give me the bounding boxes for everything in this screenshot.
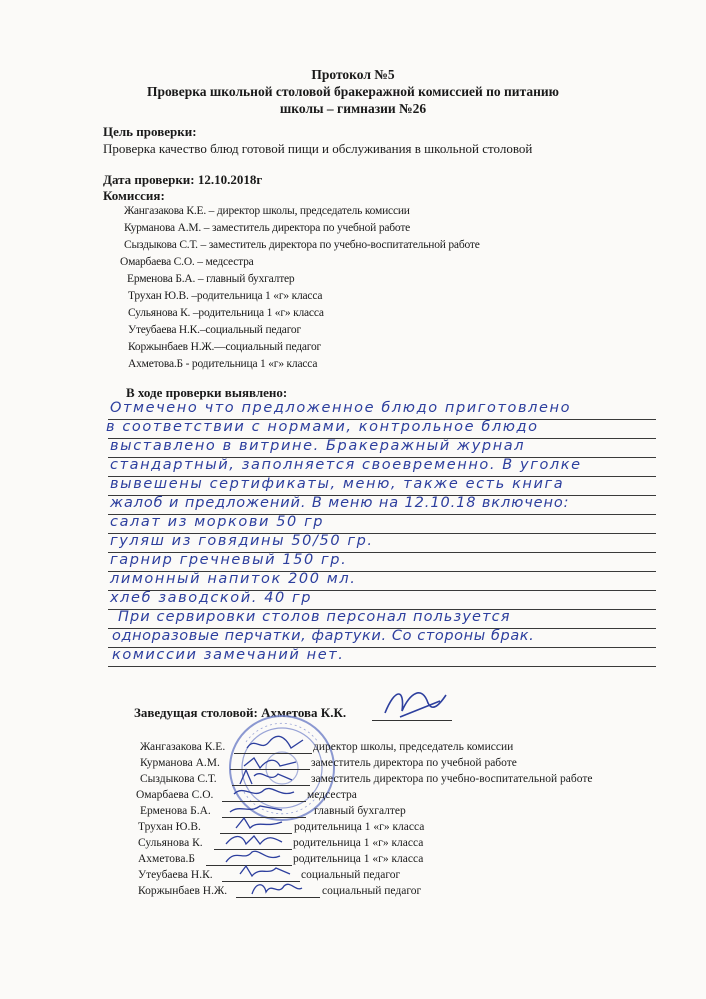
document-subtitle-school: школы – гимназии №26 (279, 101, 427, 116)
document-title: Протокол №5 (311, 67, 395, 82)
commission-member: Ерменова Б.А. – главный бухгалтер (127, 273, 295, 285)
signature-member-role: директор школы, председатель комиссии (313, 741, 514, 753)
signature-member-name: Сыздыкова С.Т. (140, 773, 217, 785)
commission-member: Коржынбаев Н.Ж.—социальный педагог (128, 341, 322, 353)
signature-scribble-icon (248, 878, 304, 900)
handwritten-line: жалоб и предложений. В меню на 12.10.18 включено: (110, 495, 570, 511)
signature-member-role: родительница 1 «г» класса (293, 853, 424, 865)
signature-member-name: Ахметова.Б (138, 853, 195, 865)
commission-member: Сульянова К. –родительница 1 «г» класса (128, 307, 324, 319)
commission-member: Ахметова.Б - родительница 1 «г» класса (128, 358, 318, 370)
handwritten-line: лимонный напиток 200 мл. (110, 571, 357, 587)
handwritten-line: вывешены сертификаты, меню, также есть книга (110, 476, 565, 492)
commission-member: Утеубаева Н.К.–социальный педагог (128, 324, 301, 336)
goal-label: Цель проверки: (103, 124, 197, 139)
head-signature-icon (380, 683, 450, 723)
handwritten-line: комиссии замечаний нет. (112, 647, 345, 663)
signature-member-name: Ерменова Б.А. (140, 805, 211, 817)
handwritten-line: в соответствии с нормами, контрольное блюдо (106, 419, 539, 435)
handwritten-line: одноразовые перчатки, фартуки. Со стороны брак. (112, 628, 535, 644)
handwritten-line: выставлено в витрине. Бракеражный журнал (110, 438, 526, 454)
handwritten-line: хлеб заводской. 40 гр (110, 590, 313, 606)
handwritten-line: салат из моркови 50 гр (110, 514, 325, 530)
signature-scribble-icon (245, 734, 305, 754)
signature-member-name: Утеубаева Н.К. (138, 869, 213, 881)
findings-label: В ходе проверки выявлено: (126, 385, 288, 400)
signature-member-role: заместитель директора по учебно-воспитательной работе (311, 773, 593, 785)
signature-member-name: Жангазакова К.Е. (140, 741, 226, 753)
signature-member-role: родительница 1 «г» класса (293, 837, 424, 849)
signature-member-role: родительница 1 «г» класса (294, 821, 425, 833)
commission-member: Сыздыкова С.Т. – заместитель директора по учебно-воспитательной работе (124, 239, 480, 251)
handwritten-line: При сервировки столов персонал пользуется (118, 609, 511, 625)
signature-member-name: Сульянова К. (138, 837, 203, 849)
signature-member-name: Курманова А.М. (140, 757, 220, 769)
commission-member: Трухан Ю.В. –родительница 1 «г» класса (128, 290, 323, 302)
signature-member-role: социальный педагог (301, 869, 401, 881)
handwritten-line: Отмечено что предложенное блюдо приготовлено (110, 400, 572, 416)
document-subtitle: Проверка школьной столовой бракеражной комиссией по питанию (146, 84, 559, 99)
handwritten-line: гуляш из говядины 50/50 гр. (110, 533, 374, 549)
handwritten-line: стандартный, заполняется своевременно. В уголке (110, 457, 582, 473)
signature-member-role: социальный педагог (322, 885, 422, 897)
signature-member-role: медсестра (307, 789, 357, 801)
check-date: Дата проверки: 12.10.2018г (103, 172, 263, 187)
commission-member: Курманова А.М. – заместитель директора по учебной работе (124, 222, 411, 234)
commission-member: Омарбаева С.О. – медсестра (120, 256, 254, 268)
commission-member: Жангазакова К.Е. – директор школы, председатель комиссии (124, 205, 410, 217)
commission-label: Комиссия: (103, 188, 165, 203)
signature-member-role: главный бухгалтер (314, 805, 406, 817)
head-of-canteen: Заведущая столовой: Ахметова К.К. (134, 705, 347, 720)
signature-member-name: Трухан Ю.В. (138, 821, 201, 833)
handwritten-line: гарнир гречневый 150 гр. (110, 552, 348, 568)
signature-member-name: Коржынбаев Н.Ж. (138, 885, 228, 897)
goal-text: Проверка качество блюд готовой пищи и обслуживания в школьной столовой (103, 141, 533, 156)
signature-scribble-icon (232, 782, 298, 802)
signature-member-name: Омарбаева С.О. (136, 789, 214, 801)
signature-member-role: заместитель директора по учебной работе (311, 757, 517, 769)
